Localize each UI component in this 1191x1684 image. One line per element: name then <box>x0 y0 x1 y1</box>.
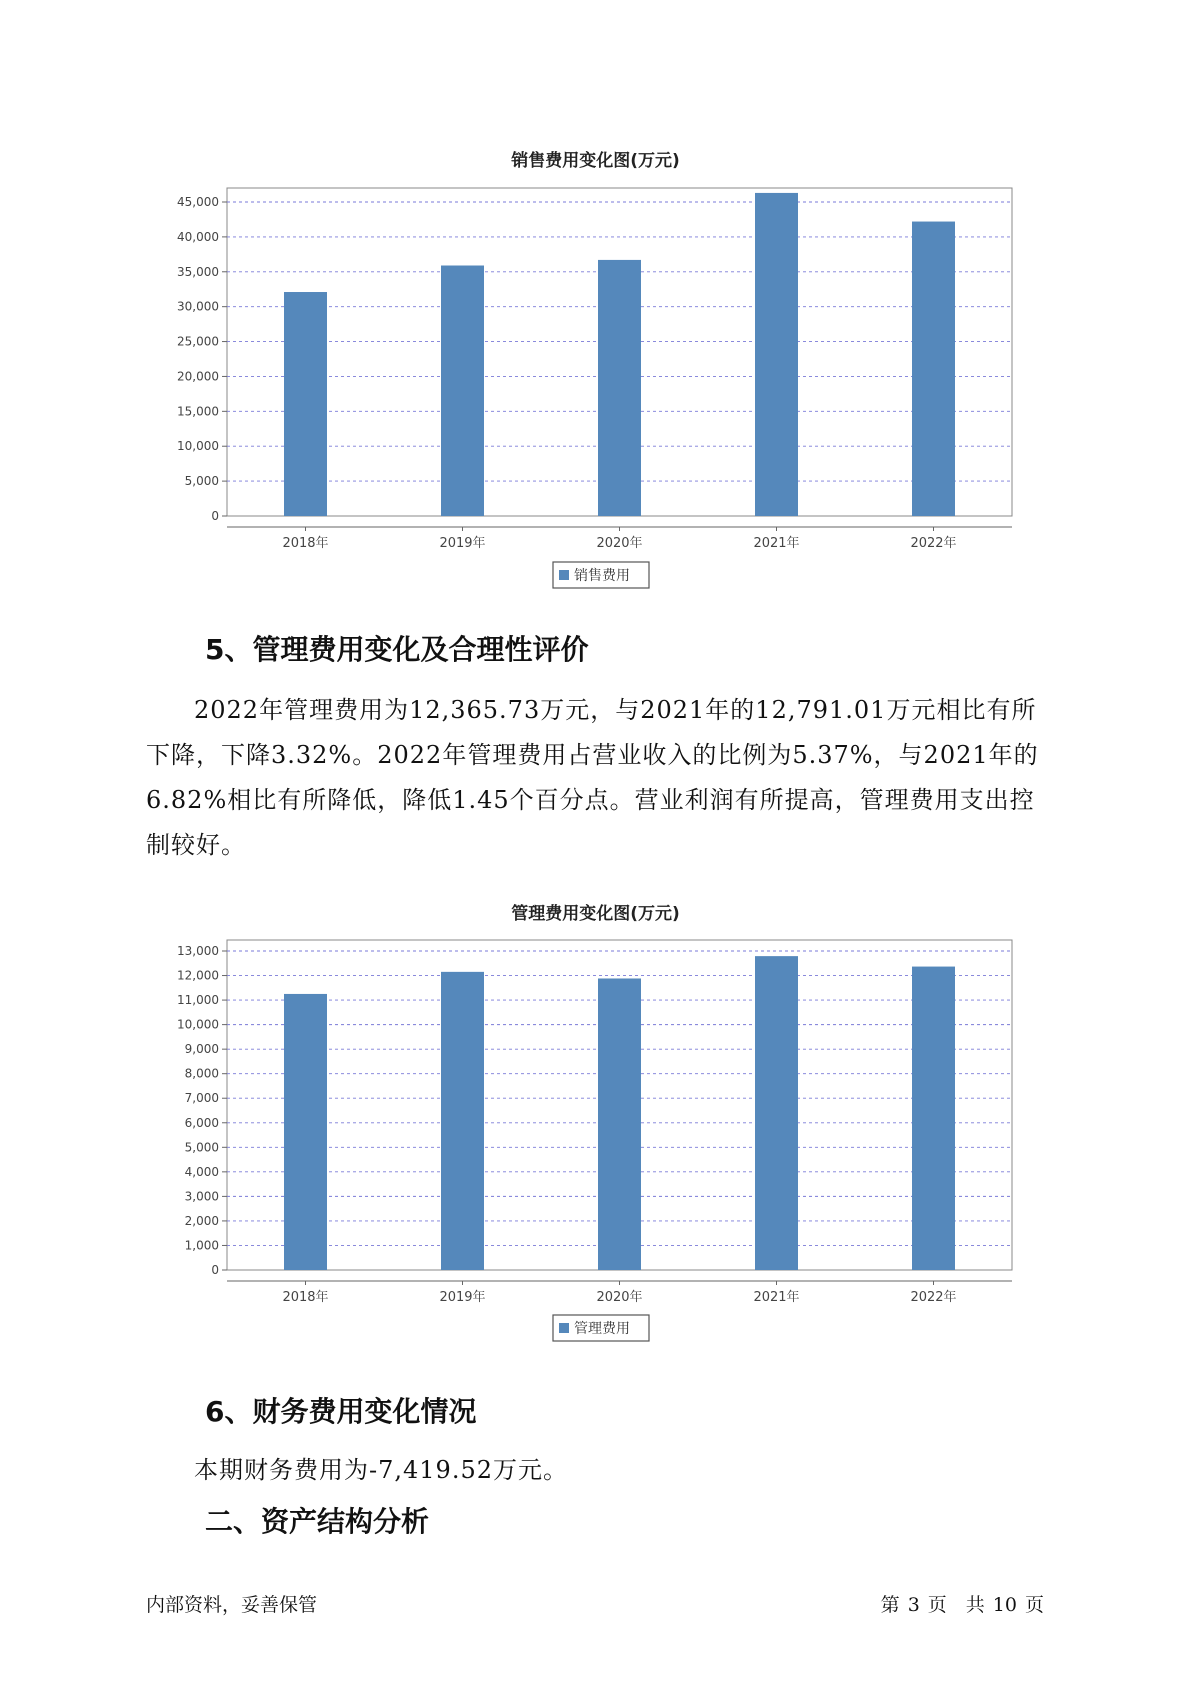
bar-2022年 <box>912 967 955 1270</box>
y-tick-label: 20,000 <box>177 369 219 384</box>
x-tick-label: 2021年 <box>753 536 800 551</box>
y-tick-label: 12,000 <box>177 968 219 983</box>
y-tick-label: 35,000 <box>177 264 219 279</box>
sales-expense-chart <box>0 180 1191 600</box>
page-mid: 页 共 <box>927 1594 985 1616</box>
x-tick-label: 2021年 <box>753 1290 800 1305</box>
y-tick-label: 11,000 <box>177 993 219 1008</box>
section-5-paragraph: 2022年管理费用为12,365.73万元，与2021年的12,791.01万元相比有所下降，下降3.32%。2022年管理费用占营业收入的比例为5.37%，与2021年的6.82%相比有所降低，降低1.45个百分点。营业利润有所提高，管理费用支出控制较好。 <box>146 696 1039 859</box>
y-tick-label: 15,000 <box>177 404 219 419</box>
y-tick-label: 5,000 <box>184 1140 219 1155</box>
x-tick-label: 2020年 <box>596 1290 643 1305</box>
chart-title-admin: 管理费用变化图(万元) <box>511 904 680 924</box>
y-tick-label: 0 <box>211 509 219 523</box>
part-2-heading: 二、资产结构分析 <box>205 1505 430 1538</box>
legend-label: 销售费用 <box>574 568 630 584</box>
x-tick-label: 2018年 <box>282 536 329 551</box>
page-prefix: 第 <box>880 1594 900 1616</box>
x-tick-label: 2018年 <box>282 1290 329 1305</box>
y-tick-label: 8,000 <box>184 1066 219 1081</box>
y-tick-label: 10,000 <box>177 439 219 454</box>
legend-swatch <box>559 570 569 580</box>
y-tick-label: 0 <box>211 1263 219 1277</box>
section-6-paragraph: 本期财务费用为-7,419.52万元。 <box>194 1456 568 1484</box>
y-tick-label: 5,000 <box>184 474 219 489</box>
x-tick-label: 2022年 <box>910 536 957 551</box>
y-tick-label: 25,000 <box>177 334 219 349</box>
page-suffix: 页 <box>1024 1594 1044 1616</box>
x-tick-label: 2019年 <box>439 536 486 551</box>
page-total: 10 <box>992 1594 1017 1616</box>
section-5-heading: 5、管理费用变化及合理性评价 <box>205 633 589 666</box>
x-tick-label: 2019年 <box>439 1290 486 1305</box>
y-tick-label: 9,000 <box>184 1042 219 1057</box>
x-tick-label: 2022年 <box>910 1290 957 1305</box>
y-tick-label: 10,000 <box>177 1017 219 1032</box>
bar-2020年 <box>598 978 641 1270</box>
y-tick-label: 13,000 <box>177 944 219 958</box>
bar-2021年 <box>755 193 798 516</box>
y-tick-label: 45,000 <box>177 195 219 209</box>
legend <box>553 562 649 588</box>
y-tick-label: 6,000 <box>184 1115 219 1130</box>
bar-2020年 <box>598 260 641 516</box>
bar-2021年 <box>755 956 798 1270</box>
page-number <box>877 1590 1048 1617</box>
page-current: 3 <box>907 1594 920 1616</box>
bar-2019年 <box>441 265 484 516</box>
section-6-heading: 6、财务费用变化情况 <box>205 1395 477 1428</box>
legend-swatch <box>559 1323 569 1333</box>
legend-label: 管理费用 <box>574 1321 630 1337</box>
y-tick-label: 2,000 <box>184 1213 219 1228</box>
x-tick-label: 2020年 <box>596 536 643 551</box>
y-tick-label: 3,000 <box>184 1189 219 1204</box>
admin-expense-chart <box>0 930 1191 1350</box>
y-tick-label: 40,000 <box>177 229 219 244</box>
y-tick-label: 4,000 <box>184 1164 219 1179</box>
bar-2018年 <box>284 994 327 1270</box>
y-tick-label: 1,000 <box>184 1238 219 1253</box>
bar-2019年 <box>441 972 484 1270</box>
legend <box>553 1315 649 1341</box>
bar-2018年 <box>284 292 327 516</box>
footer-note: 内部资料，妥善保管 <box>146 1594 318 1616</box>
y-tick-label: 30,000 <box>177 299 219 314</box>
y-tick-label: 7,000 <box>184 1091 219 1106</box>
chart-title-sales: 销售费用变化图(万元) <box>511 151 680 171</box>
bar-2022年 <box>912 222 955 516</box>
